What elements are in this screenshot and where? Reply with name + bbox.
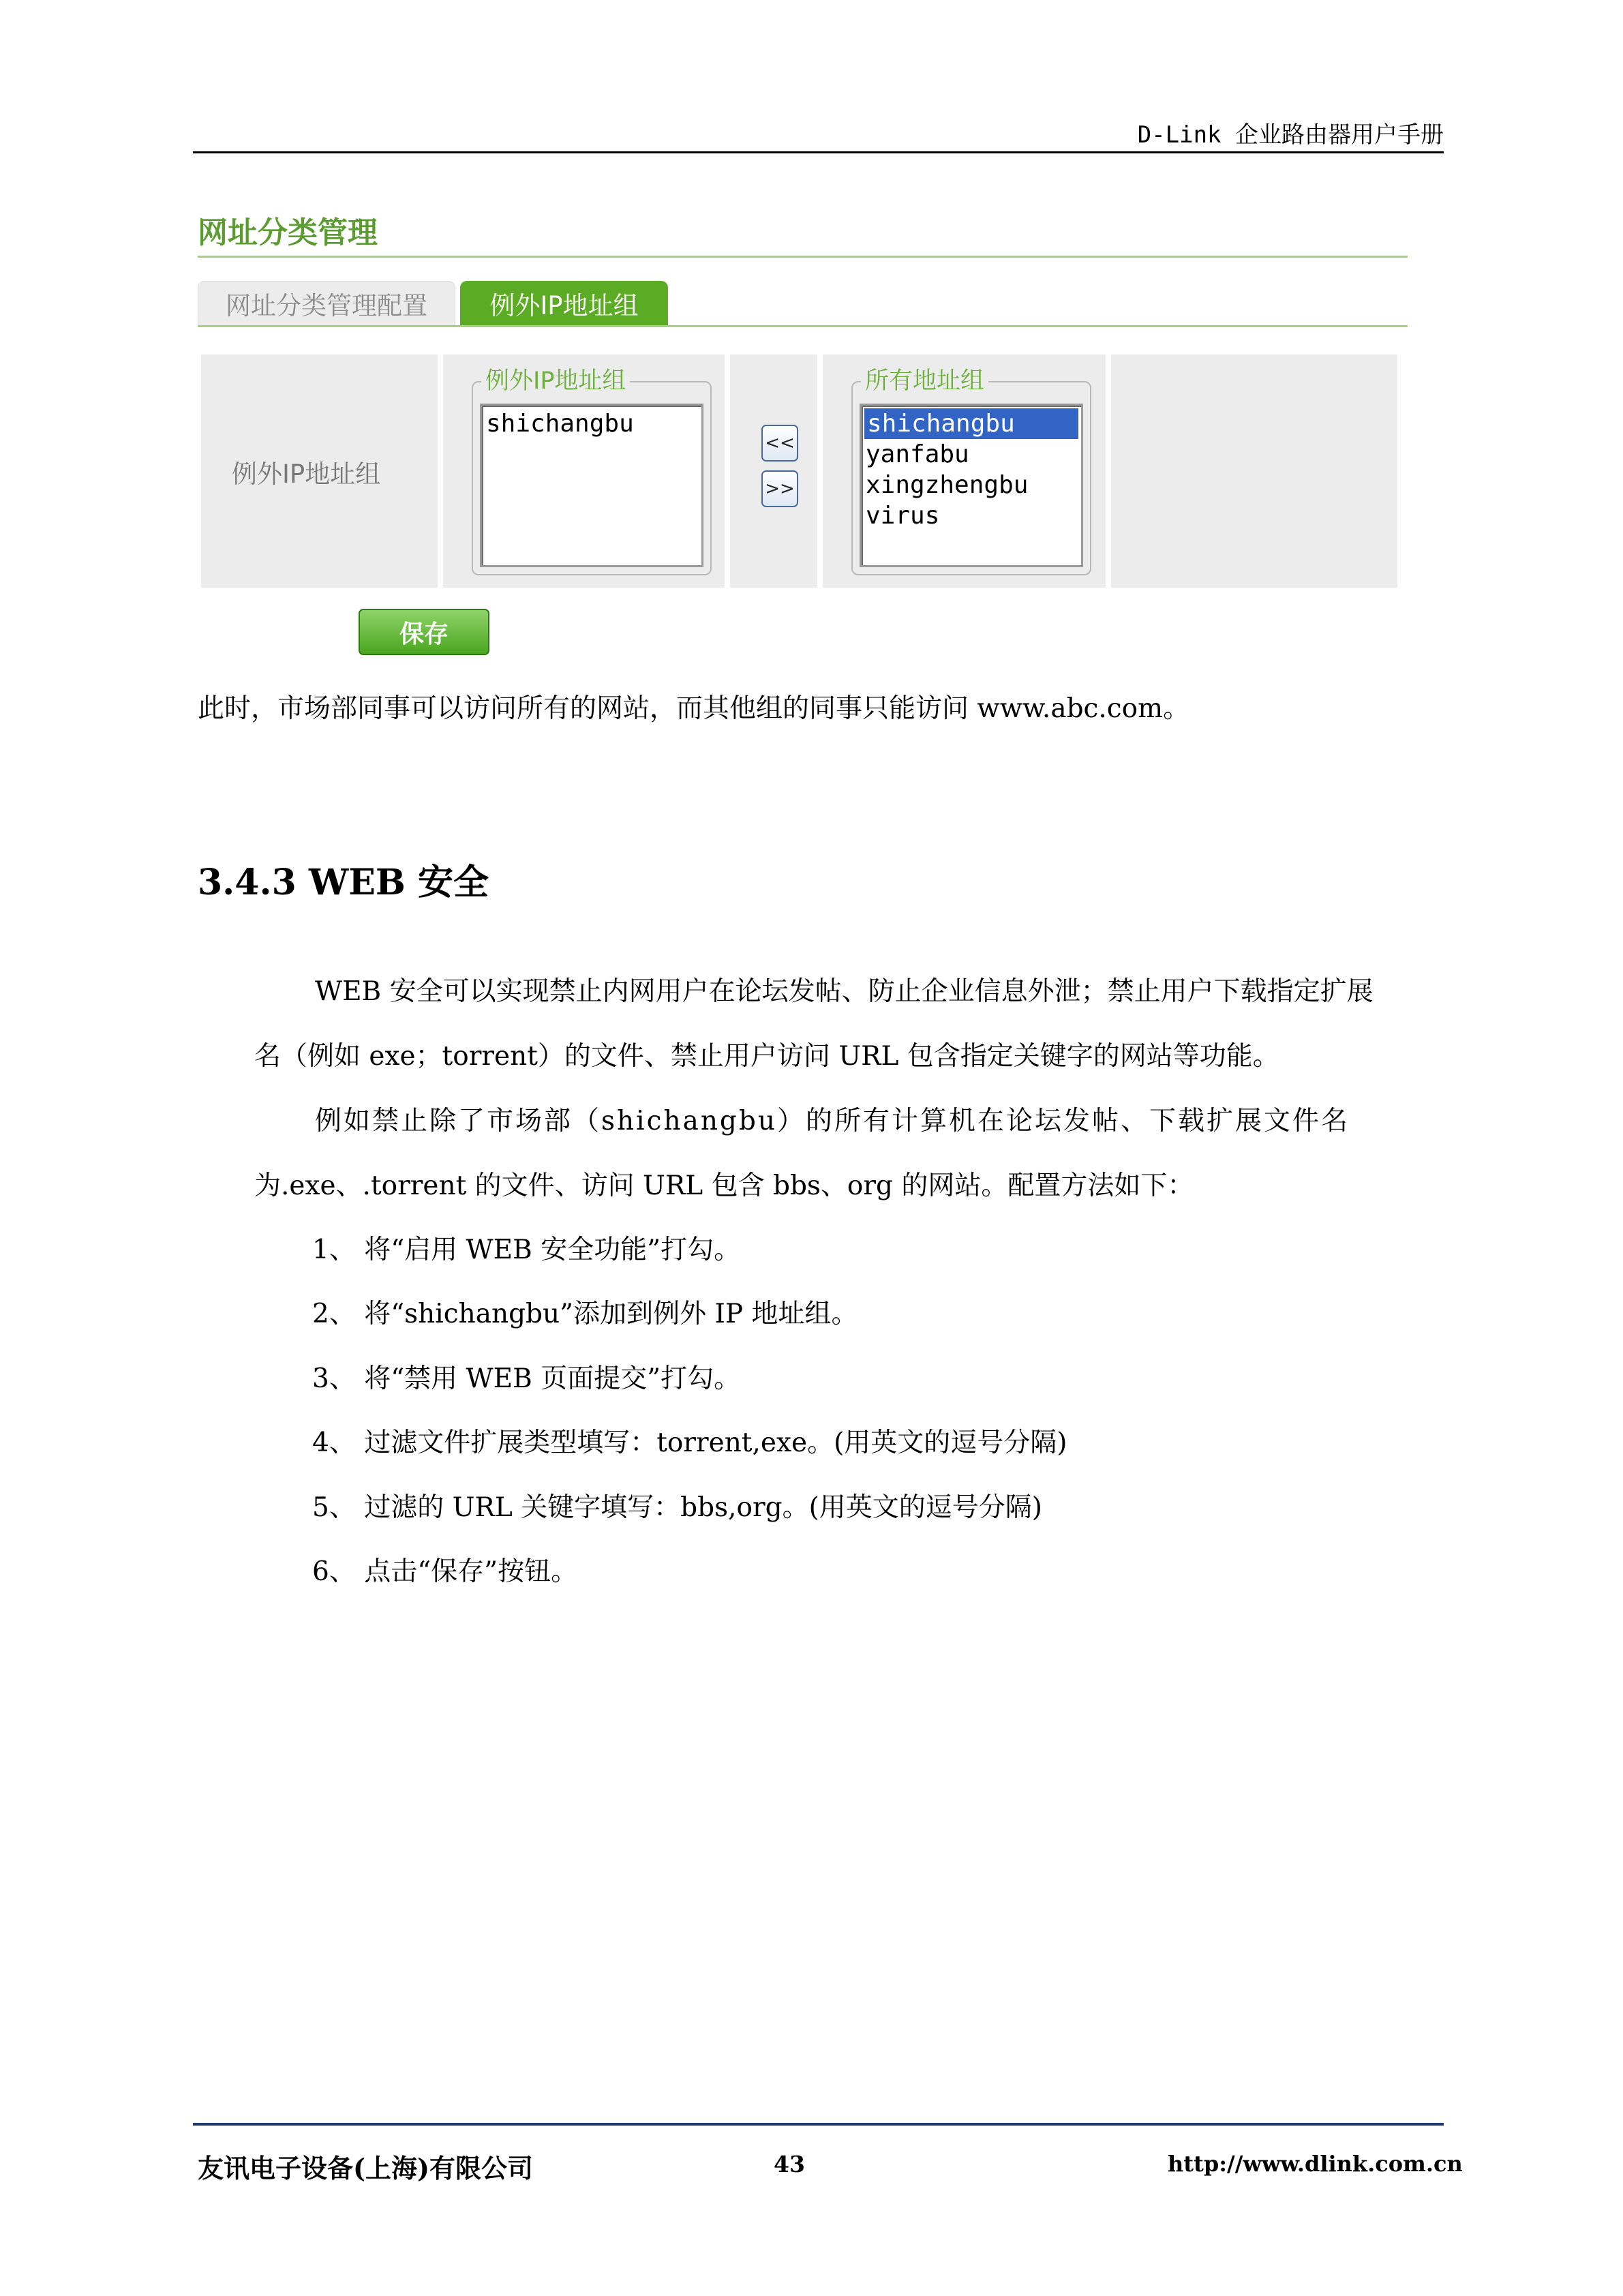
list-item[interactable]: shichangbu — [486, 410, 634, 438]
step-item: 2、 将“shichangbu”添加到例外 IP 地址组。 — [312, 1299, 858, 1329]
page-number: 43 — [774, 2151, 805, 2177]
step-item: 5、 过滤的 URL 关键字填写：bbs,org。(用英文的逗号分隔) — [312, 1492, 1042, 1523]
move-right-button[interactable]: >> — [761, 470, 798, 507]
tab-exception-ip-group[interactable]: 例外IP地址组 — [460, 281, 668, 326]
step-item: 4、 过滤文件扩展类型填写：torrent,exe。(用英文的逗号分隔) — [312, 1428, 1067, 1458]
list-item[interactable]: yanfabu — [866, 440, 969, 468]
tab-url-category-config[interactable]: 网址分类管理配置 — [198, 281, 455, 326]
paragraph-1-line-2: 名（例如 exe；torrent）的文件、禁止用户访问 URL 包含指定关键字的网站等功能。 — [254, 1041, 1279, 1072]
tab-divider — [198, 325, 1408, 327]
spacer-cell — [1111, 354, 1397, 588]
footer-url: http://www.dlink.com.cn — [1168, 2151, 1463, 2177]
paragraph-2-line-2: 为.exe、.torrent 的文件、访问 URL 包含 bbs、org 的网站。配置方法如下： — [254, 1170, 1194, 1201]
all-address-groups-legend: 所有地址组 — [865, 367, 985, 395]
move-left-button[interactable]: << — [761, 425, 798, 462]
section-heading: 3.4.3 WEB 安全 — [198, 862, 489, 903]
save-button[interactable]: 保存 — [359, 609, 489, 655]
footer-rule — [193, 2123, 1444, 2126]
header-rule — [193, 151, 1444, 153]
intro-paragraph: 此时，市场部同事可以访问所有的网站，而其他组的同事只能访问 www.abc.com。 — [198, 693, 1190, 724]
list-item[interactable]: xingzhengbu — [866, 471, 1029, 499]
list-item[interactable]: virus — [866, 502, 940, 530]
paragraph-2-line-1: 例如禁止除了市场部（shichangbu）的所有计算机在论坛发帖、下载扩展文件名 — [315, 1106, 1350, 1136]
panel-title: 网址分类管理 — [198, 215, 378, 250]
step-item: 1、 将“启用 WEB 安全功能”打勾。 — [312, 1235, 741, 1265]
exception-ip-group-label: 例外IP地址组 — [232, 459, 381, 489]
exception-ip-group-list[interactable] — [480, 404, 703, 567]
list-item-selected[interactable]: shichangbu — [864, 408, 1078, 439]
step-item: 3、 将“禁用 WEB 页面提交”打勾。 — [312, 1363, 741, 1394]
paragraph-1-line-1: WEB 安全可以实现禁止内网用户在论坛发帖、防止企业信息外泄；禁止用户下载指定扩展 — [315, 976, 1374, 1007]
footer-company: 友讯电子设备(上海)有限公司 — [198, 2153, 533, 2184]
all-address-groups-list[interactable] — [860, 404, 1083, 567]
running-header: D-Link 企业路由器用户手册 — [1137, 121, 1444, 149]
step-item: 6、 点击“保存”按钮。 — [312, 1556, 578, 1587]
exception-ip-group-legend: 例外IP地址组 — [485, 367, 626, 395]
title-divider — [198, 256, 1408, 258]
